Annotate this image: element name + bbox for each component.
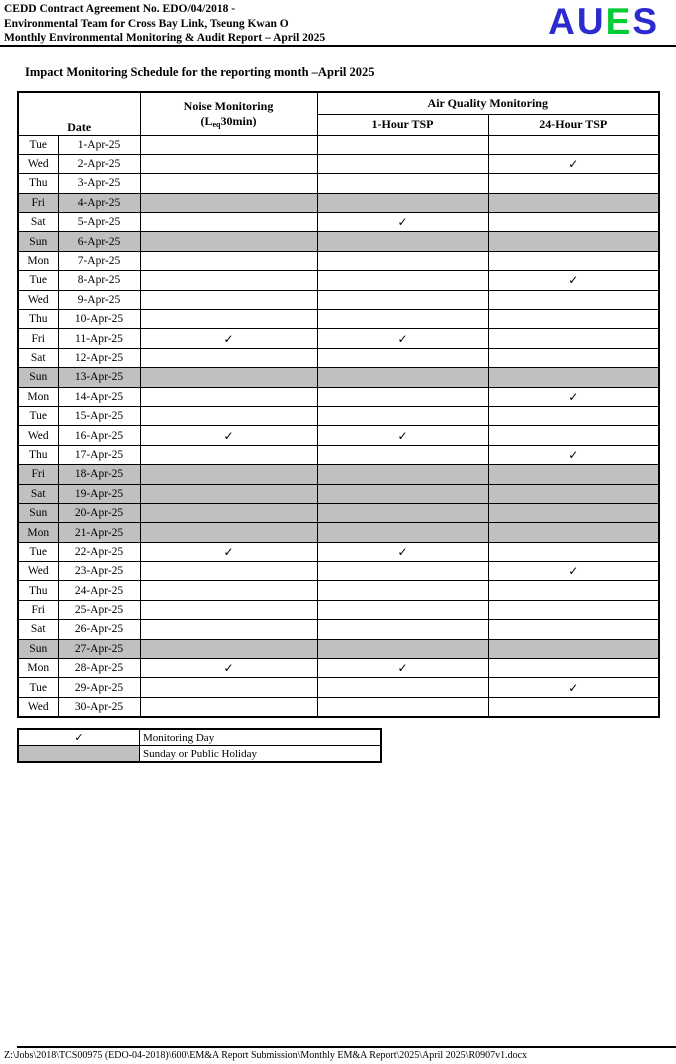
day-cell: Mon <box>18 251 58 270</box>
date-cell: 12-Apr-25 <box>58 348 140 367</box>
date-column-header: Date <box>18 92 140 135</box>
day-cell: Sat <box>18 213 58 232</box>
air-quality-group-header: Air Quality Monitoring <box>317 92 659 114</box>
schedule-row <box>18 310 659 329</box>
tsp1-check-cell <box>317 310 488 329</box>
tsp1-check-cell <box>317 523 488 542</box>
date-cell: 21-Apr-25 <box>58 523 140 542</box>
tsp1-check-cell <box>317 503 488 522</box>
schedule-row <box>18 659 659 678</box>
date-cell: 24-Apr-25 <box>58 581 140 600</box>
noise-check-cell: ✓ <box>140 329 317 348</box>
noise-check-cell <box>140 523 317 542</box>
tsp1-check-cell <box>317 193 488 212</box>
aues-logo <box>548 3 659 41</box>
tsp24-check-cell <box>488 620 659 639</box>
noise-header-line2: $(L_{eq}30\min)$ <box>200 113 257 129</box>
tsp1-check-cell <box>317 484 488 503</box>
noise-check-cell <box>140 697 317 716</box>
tsp1-check-cell <box>317 348 488 367</box>
schedule-row <box>18 348 659 367</box>
tsp1-check-cell <box>317 271 488 290</box>
tsp1-check-cell: ✓ <box>317 426 488 445</box>
schedule-row <box>18 174 659 193</box>
tsp24-check-cell <box>488 368 659 387</box>
day-cell: Sun <box>18 232 58 251</box>
tsp1-check-cell <box>317 154 488 173</box>
date-cell: 28-Apr-25 <box>58 659 140 678</box>
tsp1-check-cell <box>317 368 488 387</box>
tsp1-check-cell <box>317 639 488 658</box>
schedule-row <box>18 620 659 639</box>
day-cell: Sun <box>18 639 58 658</box>
schedule-row <box>18 135 659 154</box>
tsp24-check-cell <box>488 581 659 600</box>
tsp24-check-cell <box>488 465 659 484</box>
day-cell: Thu <box>18 174 58 193</box>
tsp24-check-cell <box>488 406 659 425</box>
tsp24-check-cell <box>488 426 659 445</box>
tsp1-check-cell <box>317 406 488 425</box>
tsp1-check-cell: ✓ <box>317 542 488 561</box>
date-cell: 2-Apr-25 <box>58 154 140 173</box>
logo-letter-u: U <box>576 1 606 42</box>
noise-check-cell <box>140 639 317 658</box>
day-cell: Wed <box>18 290 58 309</box>
tsp24-check-cell: ✓ <box>488 387 659 406</box>
footer-divider <box>17 1046 676 1048</box>
report-header-line3: Monthly Environmental Monitoring & Audit Report – April 2025 <box>4 32 326 44</box>
tsp24-check-cell: ✓ <box>488 271 659 290</box>
tsp24-check-cell <box>488 542 659 561</box>
day-cell: Fri <box>18 600 58 619</box>
tsp1-check-cell: ✓ <box>317 213 488 232</box>
day-cell: Mon <box>18 659 58 678</box>
schedule-row <box>18 581 659 600</box>
day-cell: Sat <box>18 620 58 639</box>
day-cell: Tue <box>18 406 58 425</box>
schedule-row <box>18 542 659 561</box>
date-cell: 18-Apr-25 <box>58 465 140 484</box>
day-cell: Tue <box>18 542 58 561</box>
tsp1-check-cell: ✓ <box>317 659 488 678</box>
tsp24-check-cell <box>488 600 659 619</box>
noise-check-cell: ✓ <box>140 542 317 561</box>
impact-monitoring-schedule-table <box>17 91 660 718</box>
noise-check-cell <box>140 465 317 484</box>
schedule-row <box>18 523 659 542</box>
tsp24-check-cell: ✓ <box>488 562 659 581</box>
day-cell: Tue <box>18 271 58 290</box>
day-cell: Sat <box>18 484 58 503</box>
tsp1-check-cell <box>317 600 488 619</box>
noise-check-cell <box>140 562 317 581</box>
noise-check-cell <box>140 368 317 387</box>
tsp24-check-cell <box>488 251 659 270</box>
noise-check-cell <box>140 271 317 290</box>
day-cell: Thu <box>18 581 58 600</box>
noise-check-cell <box>140 445 317 464</box>
date-cell: 19-Apr-25 <box>58 484 140 503</box>
tsp1-check-cell <box>317 445 488 464</box>
noise-check-cell <box>140 581 317 600</box>
schedule-row <box>18 368 659 387</box>
day-cell: Mon <box>18 387 58 406</box>
tsp1-check-cell <box>317 697 488 716</box>
check-mark-icon: ✓ <box>18 729 140 746</box>
schedule-row <box>18 465 659 484</box>
schedule-row <box>18 290 659 309</box>
document-file-path: Z:\Jobs\2018\TCS00975 (EDO-04-2018)\600\EM&A Report Submission\Monthly EM&A Report\2025\April 2025\R0907v1.docx <box>4 1050 528 1061</box>
logo-letter-e: E <box>605 1 633 42</box>
date-cell: 6-Apr-25 <box>58 232 140 251</box>
tsp-24hr-column-header: 24-Hour TSP <box>488 114 659 135</box>
day-cell: Sun <box>18 503 58 522</box>
tsp24-check-cell <box>488 310 659 329</box>
schedule-row <box>18 251 659 270</box>
schedule-row <box>18 232 659 251</box>
date-cell: 26-Apr-25 <box>58 620 140 639</box>
day-cell: Mon <box>18 523 58 542</box>
tsp1-check-cell <box>317 620 488 639</box>
schedule-row <box>18 426 659 445</box>
date-cell: 15-Apr-25 <box>58 406 140 425</box>
day-cell: Sun <box>18 368 58 387</box>
legend-label-monitoring-day: Monitoring Day <box>140 729 382 746</box>
report-header <box>4 2 325 46</box>
schedule-row <box>18 678 659 697</box>
date-cell: 13-Apr-25 <box>58 368 140 387</box>
report-header-line2: Environmental Team for Cross Bay Link, Tseung Kwan O <box>4 17 289 30</box>
noise-check-cell: ✓ <box>140 659 317 678</box>
table-header-row-1 <box>18 92 659 114</box>
tsp1-check-cell <box>317 174 488 193</box>
schedule-row <box>18 484 659 503</box>
tsp24-check-cell <box>488 348 659 367</box>
date-cell: 22-Apr-25 <box>58 542 140 561</box>
tsp1-check-cell <box>317 135 488 154</box>
noise-check-cell <box>140 213 317 232</box>
date-cell: 20-Apr-25 <box>58 503 140 522</box>
header-divider <box>0 45 676 47</box>
tsp24-check-cell: ✓ <box>488 154 659 173</box>
date-cell: 10-Apr-25 <box>58 310 140 329</box>
tsp24-check-cell <box>488 213 659 232</box>
noise-check-cell <box>140 135 317 154</box>
noise-check-cell <box>140 620 317 639</box>
tsp1-check-cell <box>317 465 488 484</box>
tsp1-check-cell <box>317 678 488 697</box>
schedule-row <box>18 387 659 406</box>
tsp24-check-cell <box>488 193 659 212</box>
tsp24-check-cell <box>488 232 659 251</box>
date-cell: 9-Apr-25 <box>58 290 140 309</box>
legend-label-holiday: Sunday or Public Holiday <box>140 746 382 763</box>
tsp24-check-cell: ✓ <box>488 445 659 464</box>
day-cell: Fri <box>18 329 58 348</box>
tsp1-check-cell <box>317 562 488 581</box>
tsp24-check-cell <box>488 503 659 522</box>
noise-check-cell <box>140 503 317 522</box>
tsp24-check-cell <box>488 290 659 309</box>
day-cell: Fri <box>18 193 58 212</box>
page-title: Impact Monitoring Schedule for the reporting month –April 2025 <box>25 65 375 79</box>
report-header-line1: CEDD Contract Agreement No. EDO/04/2018 - <box>4 3 236 15</box>
tsp24-check-cell <box>488 135 659 154</box>
tsp24-check-cell <box>488 697 659 716</box>
tsp1-check-cell <box>317 251 488 270</box>
day-cell: Fri <box>18 465 58 484</box>
noise-check-cell <box>140 348 317 367</box>
tsp1-check-cell <box>317 290 488 309</box>
tsp1-check-cell <box>317 387 488 406</box>
schedule-row <box>18 503 659 522</box>
day-cell: Thu <box>18 310 58 329</box>
schedule-row <box>18 445 659 464</box>
date-cell: 29-Apr-25 <box>58 678 140 697</box>
day-cell: Wed <box>18 697 58 716</box>
date-cell: 25-Apr-25 <box>58 600 140 619</box>
day-cell: Wed <box>18 154 58 173</box>
logo-letter-a: A <box>548 1 577 42</box>
noise-column-header <box>140 92 317 135</box>
tsp24-check-cell: ✓ <box>488 678 659 697</box>
date-cell: 30-Apr-25 <box>58 697 140 716</box>
day-cell: Wed <box>18 426 58 445</box>
schedule-row <box>18 213 659 232</box>
holiday-shade-swatch <box>18 746 140 763</box>
schedule-row <box>18 406 659 425</box>
date-cell: 11-Apr-25 <box>58 329 140 348</box>
day-cell: Tue <box>18 135 58 154</box>
noise-check-cell <box>140 484 317 503</box>
schedule-row <box>18 600 659 619</box>
logo-letter-s: S <box>632 1 659 42</box>
tsp1-check-cell <box>317 232 488 251</box>
date-cell: 7-Apr-25 <box>58 251 140 270</box>
tsp24-check-cell <box>488 329 659 348</box>
date-cell: 17-Apr-25 <box>58 445 140 464</box>
noise-check-cell <box>140 232 317 251</box>
day-cell: Sat <box>18 348 58 367</box>
date-cell: 14-Apr-25 <box>58 387 140 406</box>
legend-row-holiday <box>18 746 381 763</box>
noise-check-cell <box>140 387 317 406</box>
schedule-row <box>18 697 659 716</box>
day-cell: Thu <box>18 445 58 464</box>
schedule-row <box>18 562 659 581</box>
tsp24-check-cell <box>488 639 659 658</box>
noise-check-cell <box>140 154 317 173</box>
day-cell: Tue <box>18 678 58 697</box>
tsp24-check-cell <box>488 523 659 542</box>
schedule-row <box>18 271 659 290</box>
schedule-row <box>18 154 659 173</box>
noise-check-cell <box>140 174 317 193</box>
date-cell: 16-Apr-25 <box>58 426 140 445</box>
schedule-body <box>18 135 659 717</box>
noise-check-cell <box>140 290 317 309</box>
noise-check-cell <box>140 600 317 619</box>
legend-row-monitoring-day <box>18 729 381 746</box>
tsp1-check-cell: ✓ <box>317 329 488 348</box>
date-cell: 8-Apr-25 <box>58 271 140 290</box>
date-cell: 1-Apr-25 <box>58 135 140 154</box>
noise-header-line1: Noise Monitoring <box>183 98 274 113</box>
schedule-row <box>18 329 659 348</box>
tsp1-check-cell <box>317 581 488 600</box>
date-cell: 4-Apr-25 <box>58 193 140 212</box>
noise-check-cell: ✓ <box>140 426 317 445</box>
tsp24-check-cell <box>488 174 659 193</box>
noise-check-cell <box>140 193 317 212</box>
legend-table <box>17 728 382 763</box>
date-cell: 5-Apr-25 <box>58 213 140 232</box>
tsp-1hr-column-header: 1-Hour TSP <box>317 114 488 135</box>
noise-check-cell <box>140 251 317 270</box>
schedule-row <box>18 193 659 212</box>
date-cell: 23-Apr-25 <box>58 562 140 581</box>
schedule-row <box>18 639 659 658</box>
day-cell: Wed <box>18 562 58 581</box>
date-cell: 3-Apr-25 <box>58 174 140 193</box>
date-cell: 27-Apr-25 <box>58 639 140 658</box>
noise-check-cell <box>140 310 317 329</box>
noise-check-cell <box>140 406 317 425</box>
tsp24-check-cell <box>488 659 659 678</box>
noise-check-cell <box>140 678 317 697</box>
tsp24-check-cell <box>488 484 659 503</box>
